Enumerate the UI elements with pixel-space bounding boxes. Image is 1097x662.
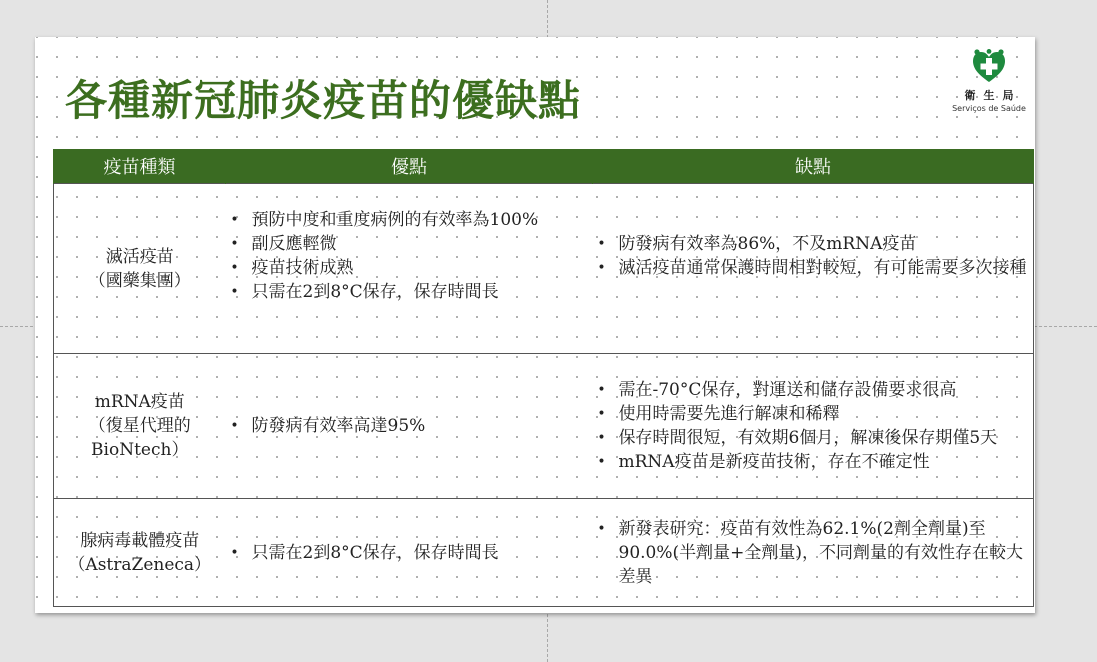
cons-item: • 使用時需要先進行解凍和稀釋 — [619, 402, 1028, 426]
vaccine-name-line: BioNtech） — [91, 440, 189, 460]
vaccine-comparison-table[interactable] — [53, 149, 1034, 607]
cons-cell[interactable] — [593, 354, 1034, 499]
vaccine-name-line: （AstraZeneca） — [68, 554, 212, 575]
vaccine-name-cell[interactable] — [54, 499, 226, 607]
vaccine-name-line: （國藥集團） — [88, 270, 191, 291]
vaccine-name-line: （復星代理的 — [88, 416, 191, 436]
cons-item: • 需在-70°C保存，對運送和儲存設備要求很高 — [619, 378, 1028, 402]
cons-list — [593, 232, 1028, 280]
pros-item: • 預防中度和重度病例的有效率為100% — [252, 208, 587, 232]
cons-item: • mRNA疫苗是新疫苗技術，存在不確定性 — [619, 450, 1028, 474]
table-row — [54, 184, 1034, 354]
pros-list — [226, 414, 587, 438]
vaccine-name-line: 滅活疫苗 — [105, 246, 174, 267]
vaccine-name-cell[interactable] — [54, 184, 226, 354]
header-cons: 缺點 — [593, 149, 1034, 184]
cons-item: • 防發病有效率為86%，不及mRNA疫苗 — [619, 232, 1028, 256]
vaccine-name-line: 腺病毒載體疫苗 — [80, 530, 200, 551]
health-bureau-logo — [949, 49, 1029, 119]
pros-list — [226, 541, 587, 565]
slide-canvas[interactable] — [35, 37, 1035, 613]
pros-item: • 副反應輕微 — [252, 232, 587, 256]
vaccine-name-cell[interactable] — [54, 354, 226, 499]
pros-item: • 疫苗技術成熟 — [252, 256, 587, 280]
logo-name: 衛生局 — [964, 89, 1022, 102]
pros-list — [226, 208, 587, 304]
logo-subtitle: Serviços de Saúde — [952, 104, 1026, 113]
cons-cell[interactable] — [593, 499, 1034, 607]
cons-list — [593, 517, 1028, 589]
cons-item: • 保存時間很短，有效期6個月，解凍後保存期僅5天 — [619, 426, 1028, 450]
header-vaccine-type: 疫苗種類 — [54, 149, 226, 184]
pros-item: • 防發病有效率高達95% — [252, 414, 587, 438]
pros-cell[interactable] — [226, 499, 593, 607]
table-header-row — [54, 149, 1034, 184]
vaccine-name-line: mRNA疫苗 — [94, 392, 185, 412]
pros-item: • 只需在2到8°C保存，保存時間長 — [252, 541, 587, 565]
slide-title[interactable]: 各種新冠肺炎疫苗的優缺點 — [65, 76, 582, 125]
pros-item: • 只需在2到8°C保存，保存時間長 — [252, 280, 587, 304]
pros-cell[interactable] — [226, 184, 593, 354]
pros-cell[interactable] — [226, 354, 593, 499]
cons-item: • 新發表研究：疫苗有效性為62.1%(2劑全劑量)至90.0%(半劑量+全劑量)，不同劑量的有效性存在較大差異 — [619, 517, 1028, 589]
table-row — [54, 354, 1034, 499]
cons-list — [593, 378, 1028, 474]
cons-item: • 滅活疫苗通常保護時間相對較短，有可能需要多次接種 — [619, 256, 1028, 280]
header-pros: 優點 — [226, 149, 593, 184]
cons-cell[interactable] — [593, 184, 1034, 354]
table-row — [54, 499, 1034, 607]
health-bureau-emblem-icon — [971, 49, 1007, 83]
